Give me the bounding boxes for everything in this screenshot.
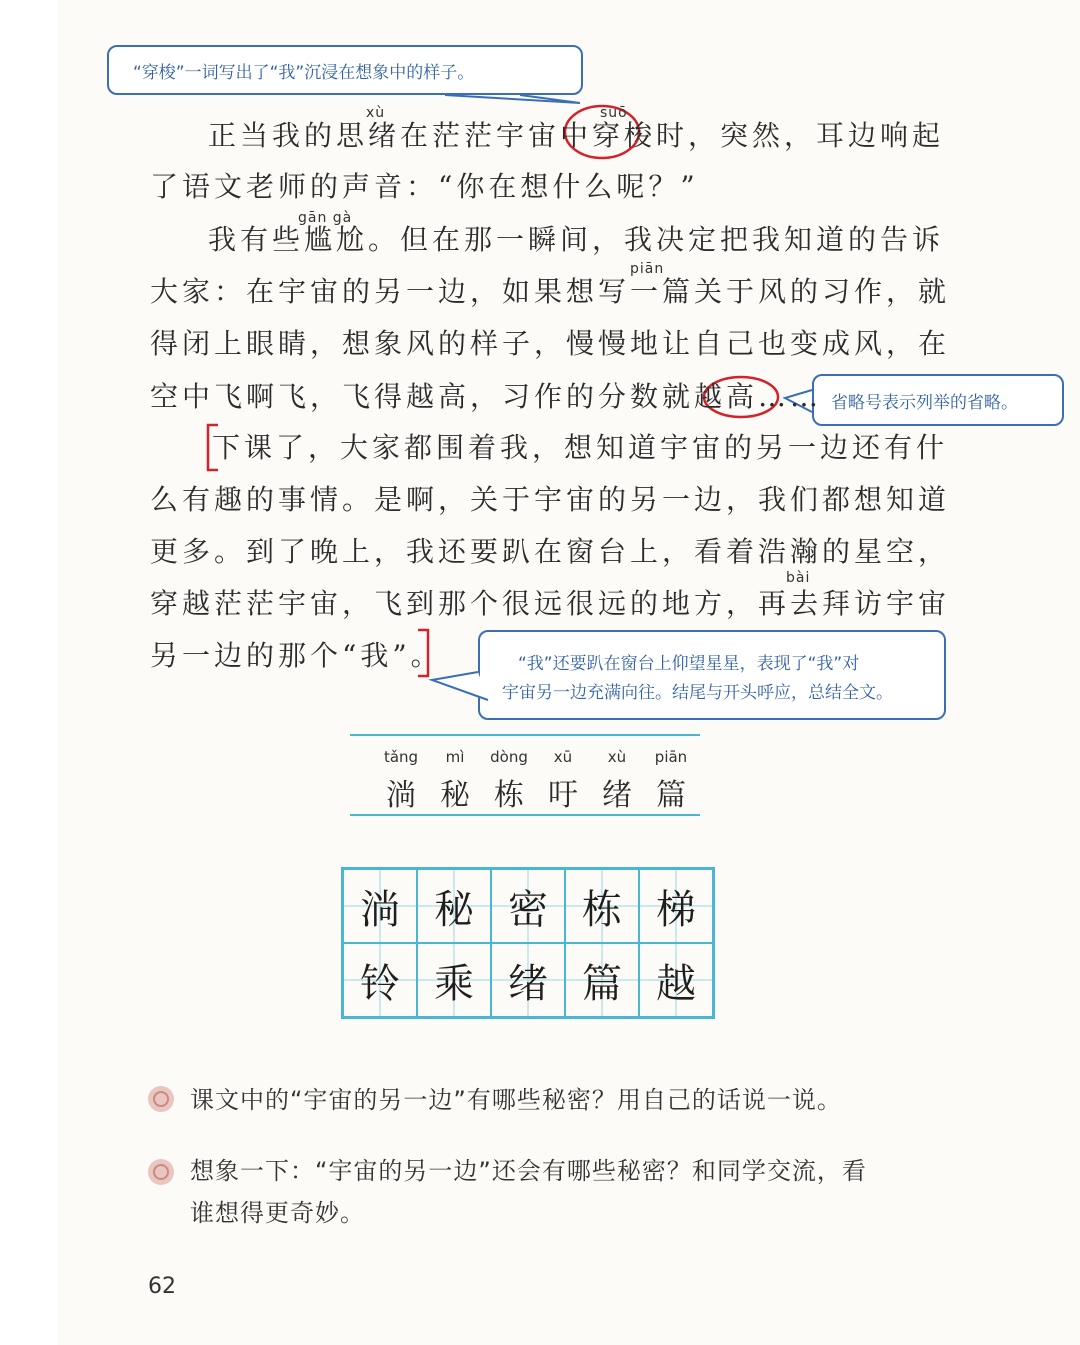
passage-line-3: 我有些尴尬。但在那一瞬间，我决定把我知道的告诉 bbox=[208, 223, 945, 256]
pinyin-suo: suō bbox=[600, 105, 628, 121]
grid-char: 乘 bbox=[417, 943, 491, 1017]
vocab-word: mì 秘 bbox=[440, 748, 470, 813]
grid-char: 密 bbox=[491, 869, 565, 943]
highlight-ellipsis: …… bbox=[758, 380, 823, 413]
pointer-3 bbox=[432, 672, 488, 700]
passage-line-11: 另一边的那个“我”。 bbox=[150, 639, 443, 672]
question-text: 课文中的“宇宙的另一边”有哪些秘密？用自己的话说一说。 bbox=[190, 1086, 842, 1114]
vocab-word: piān 篇 bbox=[654, 748, 688, 813]
grid-char: 铃 bbox=[343, 943, 417, 1017]
page-number: 62 bbox=[148, 1274, 176, 1299]
grid-char: 淌 bbox=[343, 869, 417, 943]
pinyin-xu: xù bbox=[366, 105, 386, 121]
passage-line-5: 得闭上眼睛，想象风的样子，慢慢地让自己也变成风，在 bbox=[150, 327, 951, 360]
pinyin-bai: bài bbox=[786, 570, 811, 586]
vocab-word: dòng 栋 bbox=[490, 748, 528, 813]
grid-char: 秘 bbox=[417, 869, 491, 943]
vocab-word: tǎng 淌 bbox=[383, 748, 419, 813]
passage-line-7: 下课了，大家都围着我，想知道宇宙的另一边还有什 bbox=[212, 431, 949, 464]
vocab-word: xù 绪 bbox=[602, 748, 632, 813]
vocab-word-list bbox=[374, 748, 698, 814]
pinyin-ganga: gān gà bbox=[298, 210, 353, 226]
question-bullet-icon bbox=[148, 1086, 174, 1112]
callout-text-line2: 宇宙另一边充满向往。结尾与开头呼应，总结全文。 bbox=[502, 683, 893, 703]
vocab-word: xū 吁 bbox=[548, 748, 578, 813]
grid-char: 绪 bbox=[491, 943, 565, 1017]
passage-line-1: 正当我的思绪在茫茫宇宙中穿梭时，突然，耳边响起 bbox=[208, 119, 945, 152]
passage-line-4: 大家：在宇宙的另一边，如果想写一篇关于风的习作，就 bbox=[150, 275, 951, 308]
callout-text-line1: “我”还要趴在窗台上仰望星星，表现了“我”对 bbox=[518, 654, 860, 674]
question-bullet-icon bbox=[148, 1159, 174, 1185]
question-text-line1: 想象一下：“宇宙的另一边”还会有哪些秘密？和同学交流，看 bbox=[190, 1157, 867, 1185]
grid-char: 栋 bbox=[565, 869, 639, 943]
passage-line-2: 了语文老师的声音：“你在想什么呢？” bbox=[150, 170, 699, 203]
grid-char: 越 bbox=[639, 943, 713, 1017]
highlight-chuansuo: 穿梭 bbox=[592, 119, 657, 152]
passage-line-8: 么有趣的事情。是啊，关于宇宙的另一边，我们都想知道 bbox=[150, 483, 951, 516]
callout-text: “穿梭”一词写出了“我”沉浸在想象中的样子。 bbox=[133, 63, 475, 83]
grid-char: 篇 bbox=[565, 943, 639, 1017]
character-writing-grid bbox=[341, 867, 715, 1019]
pinyin-pian: piān bbox=[630, 261, 665, 277]
pointer-1 bbox=[445, 95, 580, 103]
grid-char: 梯 bbox=[639, 869, 713, 943]
passage-line-6: 空中飞啊飞，飞得越高，习作的分数就越高…… bbox=[150, 380, 823, 413]
passage-line-10: 穿越茫茫宇宙，飞到那个很远很远的地方，再去拜访宇宙 bbox=[150, 587, 951, 620]
exercise-question-1 bbox=[148, 1080, 842, 1115]
question-text-line2: 谁想得更奇妙。 bbox=[190, 1199, 365, 1227]
passage-line-9: 更多。到了晚上，我还要趴在窗台上，看着浩瀚的星空， bbox=[150, 535, 951, 568]
callout-text: 省略号表示列举的省略。 bbox=[831, 393, 1018, 413]
exercise-question-2 bbox=[148, 1150, 867, 1234]
